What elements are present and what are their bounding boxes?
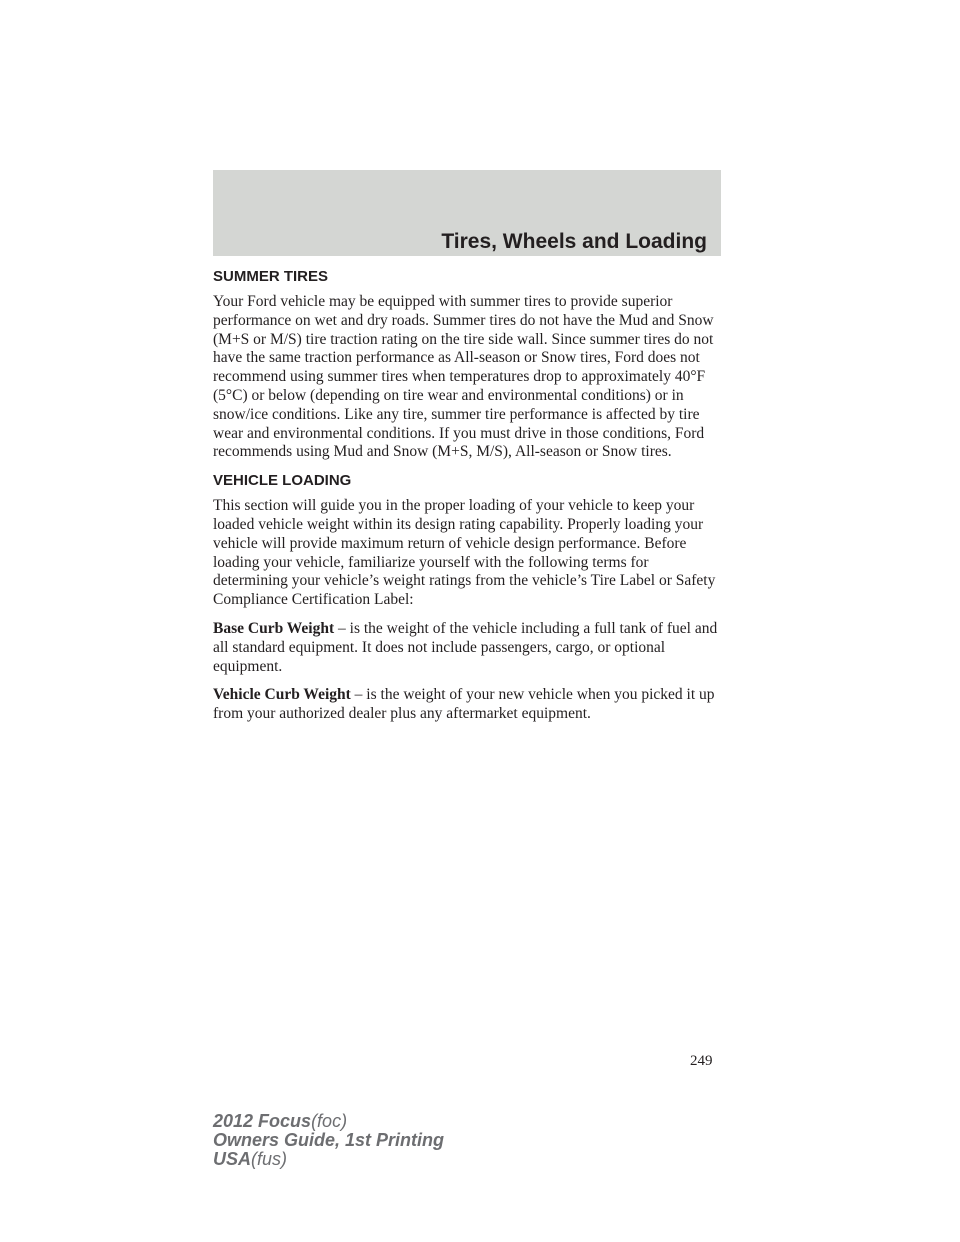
page-number: 249 bbox=[690, 1053, 713, 1069]
term-vehicle-curb-weight: Vehicle Curb Weight bbox=[213, 686, 351, 704]
definition-base-curb-weight bbox=[213, 620, 723, 676]
definition-text: – is the weight of your new vehicle when you picked it up from your authorized dealer plus any aftermarket equipment. bbox=[213, 686, 715, 723]
definition-vehicle-curb-weight bbox=[213, 686, 723, 724]
page-content bbox=[213, 268, 723, 734]
footer-line-region: USA(fus) bbox=[213, 1149, 288, 1169]
footer-print-info bbox=[213, 1112, 444, 1169]
section-title: Tires, Wheels and Loading bbox=[441, 230, 707, 253]
footer-line-printing: Owners Guide, 1st Printing bbox=[213, 1130, 445, 1150]
heading-summer-tires: SUMMER TIRES bbox=[213, 268, 329, 285]
paragraph-vehicle-loading: This section will guide you in the proper loading of your vehicle to keep your loaded vehicle weight within its design rating capability. Properly loading your vehicle will provide maximum return of vehicle design performance. Before loading your vehicle, familiarize yourself with the following terms for determining your vehicle’s weight ratings from the vehicle’s Tire Label or Safety Compliance Certification Label: bbox=[213, 497, 716, 609]
term-base-curb-weight: Base Curb Weight bbox=[213, 619, 335, 637]
section-header-band bbox=[213, 170, 721, 256]
footer-line-model: 2012 Focus(foc) bbox=[213, 1111, 348, 1131]
heading-vehicle-loading: VEHICLE LOADING bbox=[213, 472, 352, 490]
paragraph-summer-tires: Your Ford vehicle may be equipped with summer tires to provide superior performance on wet and dry roads. Summer tires do not have the Mud and Snow (M+S or M/S) tire traction rating on the tire side wall. Since summer tires do not have the same traction performance as All-season or Snow tires, Ford does not recommend using summer tires when temperatures drop to approximately 40°F (5°C) or below (depending on tire wear and environmental conditions) or in snow/ice conditions. Like any tire, summer tire performance is affected by tire wear and environmental conditions. If you must drive in those conditions, Ford recommends using Mud and Snow (M+S, M/S), All-season or Snow tires. bbox=[213, 293, 714, 461]
definition-text: – is the weight of the vehicle including a full tank of fuel and all standard equipment. It does not include passengers, cargo, or optional equipment. bbox=[213, 619, 718, 675]
